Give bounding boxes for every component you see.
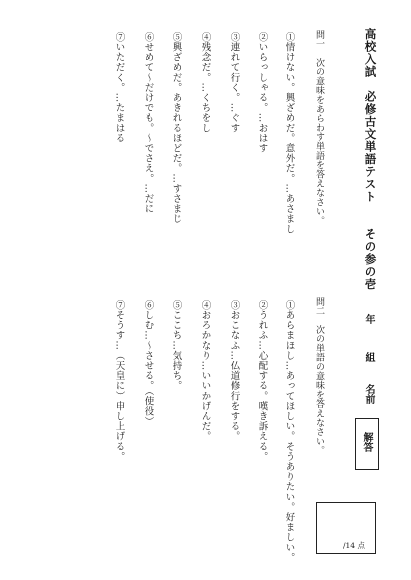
section2-item-2: ②うれふ…心配する。嘆き訴える。 <box>256 300 268 462</box>
answer-label: 解答 <box>361 432 372 452</box>
section1-item-5: ⑤興ざめだ。あきれるほどだ。…すさまじ <box>170 32 182 224</box>
section1-item-1: ①情けない。興ざめだ。意外だ。…あさまし <box>283 32 295 234</box>
section2-item-3: ③おこなふ…仏道修行をする。 <box>228 300 240 442</box>
section2-item-1: ①あらまほし…あってほしい。そうありたい。好ましい。 <box>283 300 295 563</box>
section2-item-4: ④おろかなり…いいかげんだ。 <box>199 300 211 442</box>
name-label: 名前 <box>363 384 374 404</box>
year-label: 年 <box>363 314 374 324</box>
class-label: 組 <box>363 352 374 362</box>
score-label: /14 点 <box>343 541 365 550</box>
section1-heading: 問一 次の意味をあらわす単語を答えなさい。 <box>314 30 324 226</box>
section2-item-7: ⑦そうす…（天皇に）申し上げる。 <box>113 300 125 462</box>
section1-item-6: ⑥せめて～だけでも。～でさえ。…だに <box>142 32 154 214</box>
section1-item-4: ④残念だ。…くちをし <box>199 32 211 133</box>
section2-heading: 問二 次の単語の意味を答えなさい。 <box>314 297 324 456</box>
section1-item-7: ⑦いただく。…たまはる <box>113 32 125 144</box>
section2-item-6: ⑥しむ…～させる。（使役） <box>142 300 154 427</box>
page-title: 高校入試 必修古文単語テスト その参の壱 <box>363 28 378 291</box>
section1-item-3: ③連れて行く。…ぐす <box>228 32 240 133</box>
section2-item-5: ⑤ここち…気持ち。 <box>170 300 182 391</box>
section1-item-2: ②いらっしゃる。…おはす <box>256 32 268 154</box>
